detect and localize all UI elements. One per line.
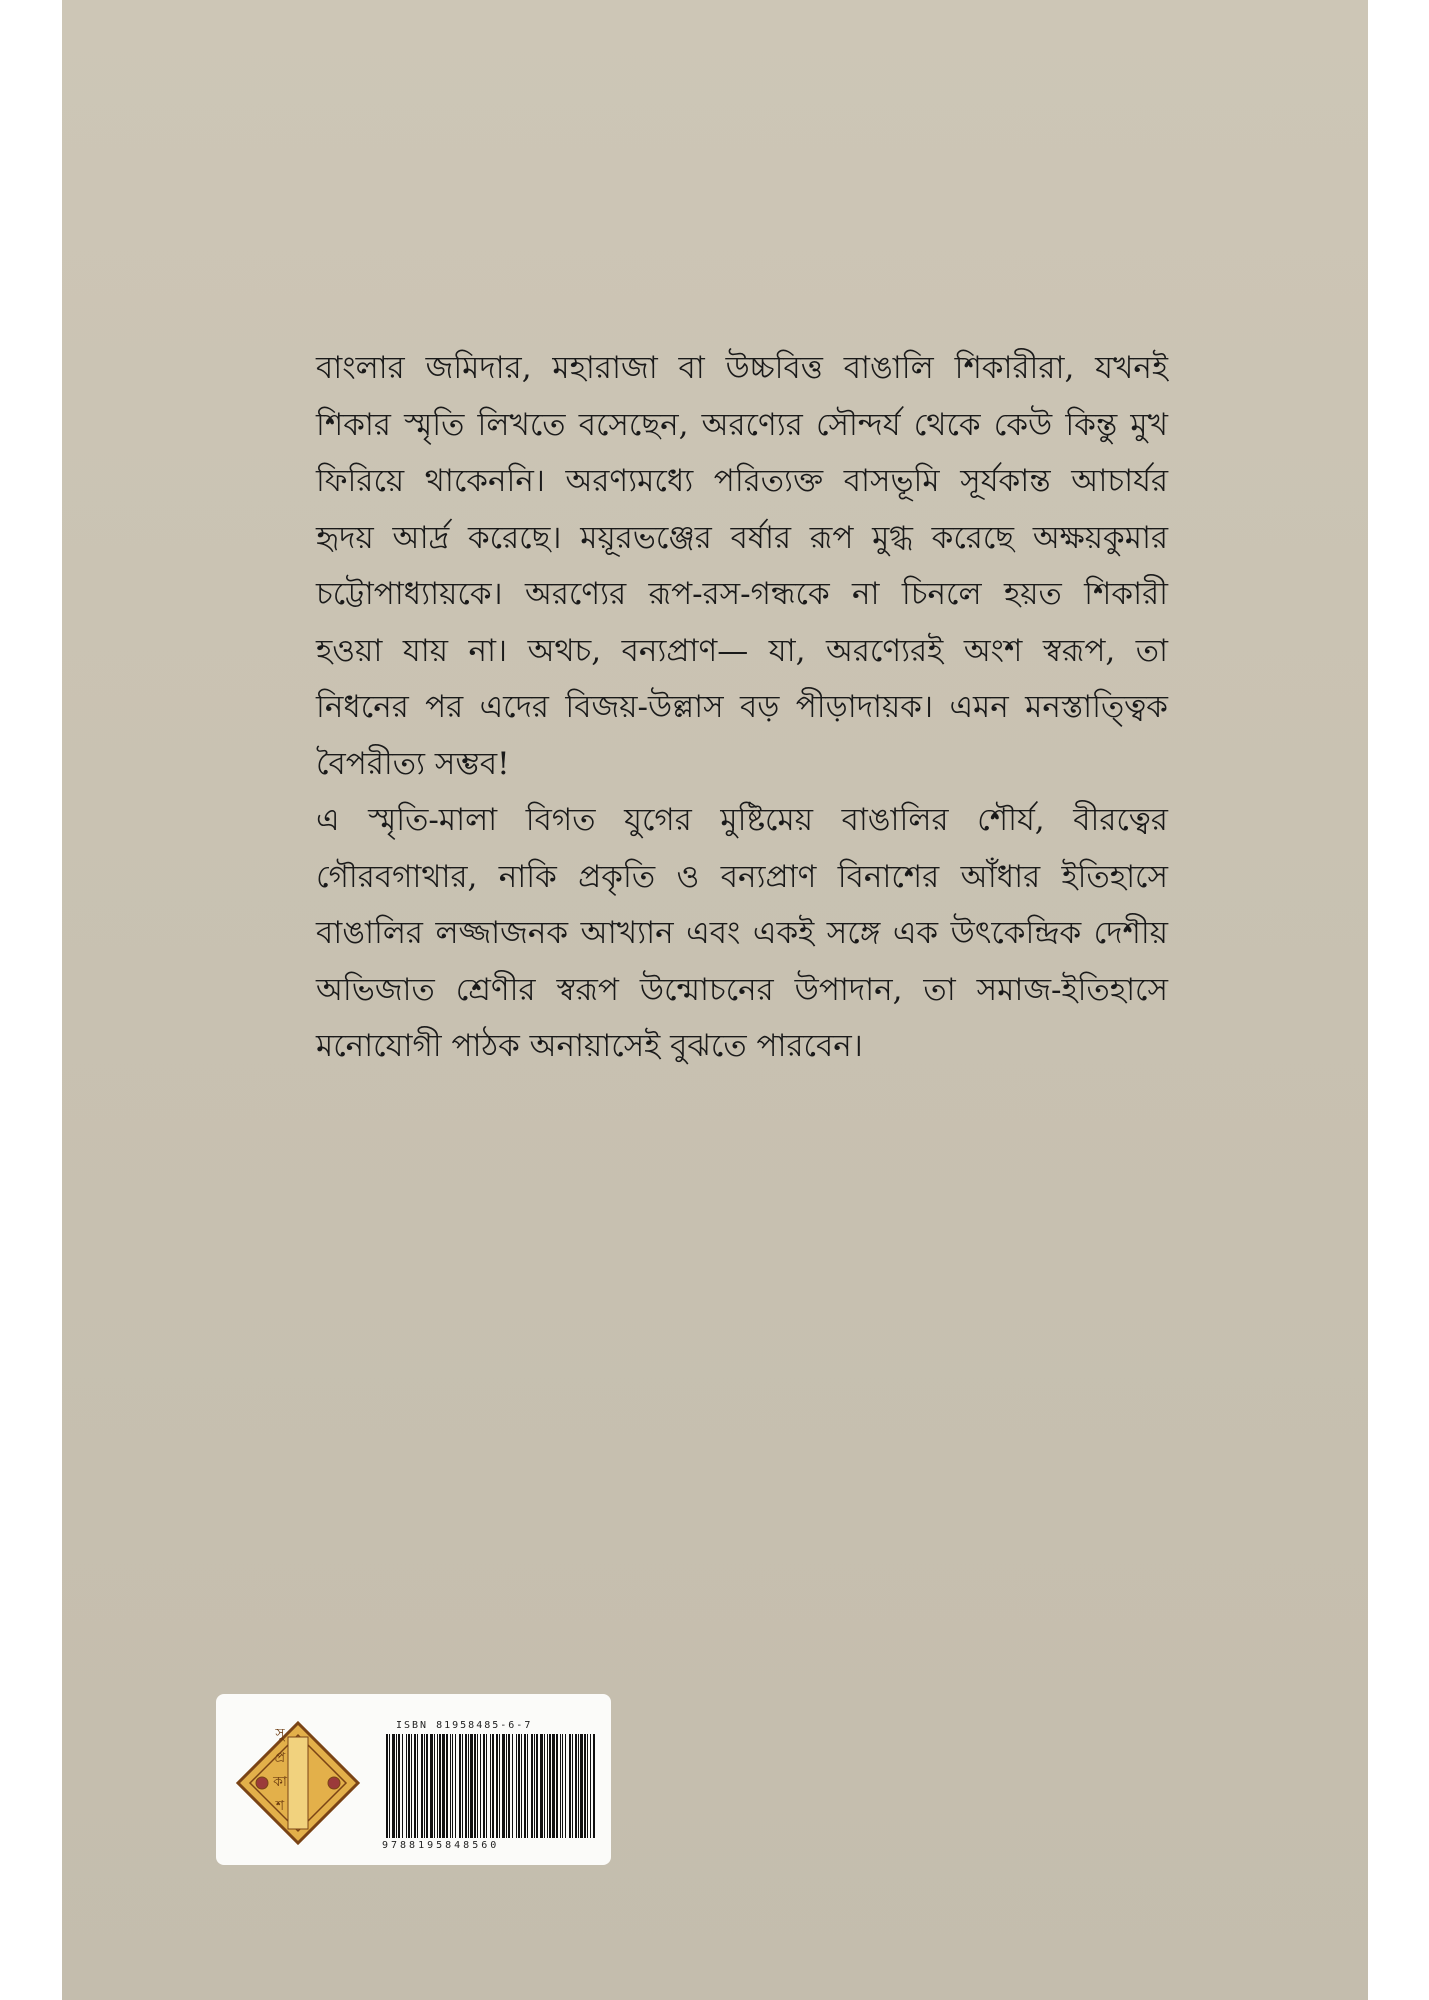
barcode-bar — [414, 1734, 416, 1838]
blurb-paragraph-1: বাংলার জমিদার, মহারাজা বা উচ্চবিত্ত বাঙালি শিকারীরা, যখনই শিকার স্মৃতি লিখতে বসেছেন, অরণ্যের সৌন্দর্য থেকে কেউ কিন্তু মুখ ফিরিয়ে থাকেননি। অরণ্যমধ্যে পরিত্যক্ত বাসভূমি সূর্যকান্ত আচার্যর হৃদয় আর্দ্র করেছে। ময়ূরভঞ্জের বর্ষার রূপ মুগ্ধ করেছে অক্ষয়কুমার চট্টোপাধ্যায়কে। অরণ্যের রূপ-রস-গন্ধকে না চিনলে হয়ত শিকারী হওয়া যায় না। অথচ, বন্যপ্রাণ— যা, অরণ্যেরই অংশ স্বরূপ, তা নিধনের পর এদের বিজয়-উল্লাস বড় পীড়াদায়ক। এমন মনস্তাত্ত্বিক বৈপরীত্য সম্ভব! — [316, 350, 1168, 782]
barcode-bar — [524, 1734, 526, 1838]
barcode-bar — [556, 1734, 558, 1838]
barcode-bar — [544, 1734, 545, 1838]
barcode-bar — [396, 1734, 397, 1838]
barcode-bar — [575, 1734, 577, 1838]
barcode-digits: 9788195848560 — [382, 1840, 500, 1851]
barcode-bar — [398, 1734, 400, 1838]
barcode-bar — [486, 1734, 487, 1838]
barcode-bar — [474, 1734, 476, 1838]
barcode-bar — [569, 1734, 571, 1838]
barcode-bar — [508, 1734, 510, 1838]
barcode-bar — [424, 1734, 425, 1838]
barcode-bar — [560, 1734, 561, 1838]
barcode-bar — [549, 1734, 551, 1838]
barcode-bar — [411, 1734, 412, 1838]
barcode-bar — [470, 1734, 473, 1838]
barcode — [384, 1734, 596, 1838]
barcode-bar — [512, 1734, 513, 1838]
barcode-bar — [421, 1734, 423, 1838]
barcode-bar — [434, 1734, 435, 1838]
barcode-bar — [540, 1734, 543, 1838]
blurb-text — [316, 340, 1168, 1075]
barcode-bar — [386, 1734, 388, 1838]
barcode-bar — [408, 1734, 410, 1838]
isbn-sticker — [216, 1694, 611, 1865]
barcode-bar — [506, 1734, 507, 1838]
barcode-bar — [518, 1734, 520, 1838]
barcode-bar — [584, 1734, 586, 1838]
barcode-bar — [468, 1734, 469, 1838]
barcode-bar — [531, 1734, 533, 1838]
barcode-bar — [578, 1734, 579, 1838]
barcode-bar — [587, 1734, 588, 1838]
barcode-bar — [496, 1734, 498, 1838]
barcode-bar — [536, 1734, 538, 1838]
publisher-logo-letters: সু প্র কা শ — [273, 1726, 287, 1814]
barcode-bar — [426, 1734, 428, 1838]
barcode-bar — [534, 1734, 535, 1838]
barcode-bar — [406, 1734, 407, 1838]
barcode-bar — [593, 1734, 595, 1838]
barcode-bar — [430, 1734, 433, 1838]
barcode-bar — [437, 1734, 438, 1838]
barcode-bar — [552, 1734, 555, 1838]
barcode-bar — [450, 1734, 451, 1838]
barcode-bar — [462, 1734, 463, 1838]
barcode-bar — [392, 1734, 395, 1838]
barcode-bar — [490, 1734, 491, 1838]
barcode-bar — [459, 1734, 461, 1838]
barcode-bar — [565, 1734, 566, 1838]
barcode-bar — [417, 1734, 418, 1838]
barcode-bar — [572, 1734, 573, 1838]
barcode-bar — [590, 1734, 591, 1838]
barcode-bar — [502, 1734, 505, 1838]
publisher-logo-icon — [234, 1719, 362, 1847]
barcode-bar — [547, 1734, 548, 1838]
barcode-bar — [492, 1734, 494, 1838]
barcode-bar — [499, 1734, 500, 1838]
isbn-label: ISBN 81958485-6-7 — [396, 1720, 533, 1731]
barcode-bar — [477, 1734, 478, 1838]
barcode-bar — [527, 1734, 528, 1838]
barcode-bar — [580, 1734, 583, 1838]
barcode-bar — [465, 1734, 467, 1838]
barcode-bar — [455, 1734, 456, 1838]
blurb-paragraph-2: এ স্মৃতি-মালা বিগত যুগের মুষ্টিমেয় বাঙালির শৌর্য, বীরত্বের গৌরবগাথার, নাকি প্রকৃতি ও বন্যপ্রাণ বিনাশের আঁধার ইতিহাসে বাঙালির লজ্জাজনক আখ্যান এবং একই সঙ্গে এক উৎকেন্দ্রিক দেশীয় অভিজাত শ্রেণীর স্বরূপ উন্মোচনের উপাদান, তা সমাজ-ইতিহাসে মনোযোগী পাঠক অনায়াসেই বুঝতে পারবেন। — [316, 802, 1168, 1064]
barcode-bar — [446, 1734, 448, 1838]
barcode-bar — [516, 1734, 517, 1838]
barcode-bar — [402, 1734, 403, 1838]
barcode-bar — [480, 1734, 481, 1838]
barcode-bar — [483, 1734, 485, 1838]
barcode-bar — [562, 1734, 563, 1838]
barcode-bar — [452, 1734, 453, 1838]
barcode-bar — [389, 1734, 390, 1838]
barcode-bar — [521, 1734, 522, 1838]
barcode-bar — [439, 1734, 441, 1838]
barcode-bar — [442, 1734, 445, 1838]
